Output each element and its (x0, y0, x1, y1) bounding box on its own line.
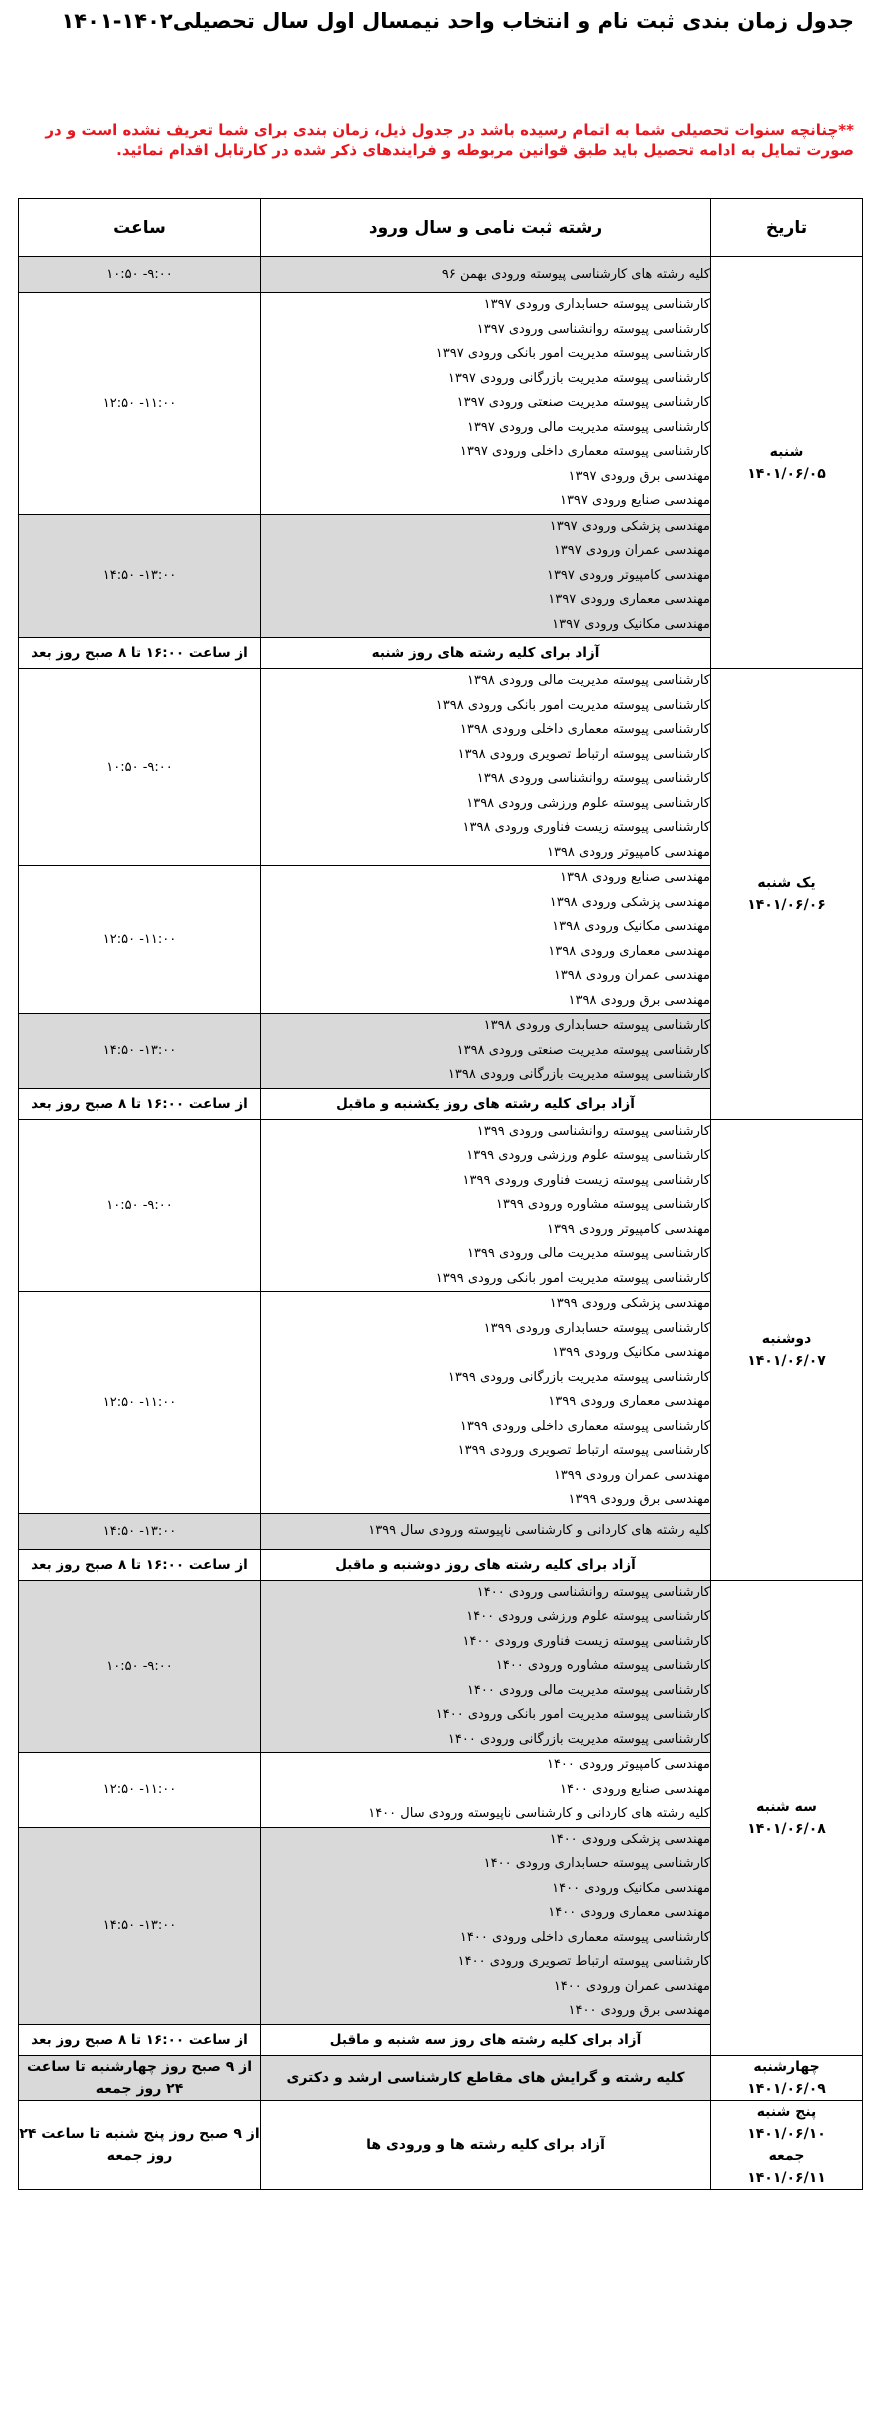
day-date: ۱۴۰۱/۰۶/۰۵ (747, 465, 826, 482)
major-item: مهندسی عمران ورودی ۱۴۰۰ (553, 1978, 710, 1994)
major-item: مهندسی برق ورودی ۱۳۹۹ (568, 1492, 710, 1507)
time-cell: ۱۱:۰۰- ۱۲:۵۰ (19, 866, 261, 1014)
major-item: مهندسی پزشکی ورودی ۱۳۹۸ (549, 894, 710, 910)
majors-cell (261, 1827, 711, 2024)
major-item: مهندسی کامپیوتر ورودی ۱۳۹۷ (546, 567, 710, 583)
major-item: کارشناسی پیوسته معماری داخلی ورودی ۱۳۹۸ (459, 722, 710, 737)
major-item: کارشناسی پیوسته ارتباط تصویری ورودی ۱۴۰۰ (457, 1954, 710, 1969)
day-date: ۱۴۰۱/۰۶/۱۰ (747, 2125, 826, 2142)
major-item: کارشناسی پیوسته مدیریت مالی ورودی ۱۴۰۰ (466, 1682, 710, 1698)
major-item: مهندسی مکانیک ورودی ۱۳۹۷ (552, 616, 710, 632)
header-major: رشته ثبت نامی و سال ورود (261, 199, 711, 257)
time-cell: ۹:۰۰- ۱۰:۵۰ (19, 669, 261, 866)
major-item: کارشناسی پیوسته مدیریت امور بانکی ورودی ۱۳۹۸ (435, 697, 710, 713)
major-item: مهندسی معماری ورودی ۱۴۰۰ (548, 1905, 710, 1920)
major-item: مهندسی برق ورودی ۱۴۰۰ (568, 2003, 710, 2018)
page-title: جدول زمان بندی ثبت نام و انتخاب واحد نیمسال اول سال تحصیلی۱۴۰۲-۱۴۰۱ (61, 9, 854, 33)
day-date: ۱۴۰۱/۰۶/۰۹ (747, 2080, 826, 2097)
time-cell: ۹:۰۰- ۱۰:۵۰ (19, 257, 261, 293)
day-date: ۱۴۰۱/۰۶/۰۶ (747, 896, 826, 913)
time-cell: ۱۳:۰۰- ۱۴:۵۰ (19, 1827, 261, 2024)
date-cell-tuesday (711, 1580, 863, 2055)
majors-cell (261, 1292, 711, 1514)
major-item: کارشناسی پیوسته روانشناسی ورودی ۱۴۰۰ (476, 1584, 710, 1600)
free-majors-cell: آزاد برای کلیه رشته های روز سه شنبه و ماقبل (261, 2024, 711, 2055)
header-date: تاریخ (711, 199, 863, 257)
major-item: کارشناسی پیوسته مدیریت بازرگانی ورودی ۱۴۰۰ (447, 1731, 710, 1747)
major-item: کلیه رشته های کاردانی و کارشناسی ناپیوسته ورودی سال ۱۳۹۹ (368, 1523, 710, 1538)
table-row (19, 1119, 863, 1292)
major-item: کارشناسی پیوسته روانشناسی ورودی ۱۳۹۷ (476, 321, 710, 337)
major-item: مهندسی مکانیک ورودی ۱۴۰۰ (552, 1880, 710, 1896)
major-item: کارشناسی پیوسته حسابداری ورودی ۱۳۹۷ (483, 297, 710, 312)
major-item: مهندسی مکانیک ورودی ۱۳۹۹ (552, 1345, 710, 1360)
major-item: کارشناسی پیوسته مدیریت بازرگانی ورودی ۱۳۹۸ (447, 1067, 710, 1082)
date-cell-thursday-friday (711, 2100, 863, 2189)
wednesday-majors-cell: کلیه رشته و گرایش های مقاطع کارشناسی ارشد و دکتری (261, 2055, 711, 2100)
date-cell-saturday (711, 257, 863, 669)
majors-cell (261, 1513, 711, 1549)
warning-note: **چنانچه سنوات تحصیلی شما به اتمام رسیده باشد در جدول ذیل، زمان بندی برای شما تعریف نشده است و در صورت تمایل به ادامه تحصیل باید طبق قوانین مربوطه و فرایندهای ذکر شده در کارتابل اقدام نمائید. (45, 121, 854, 159)
majors-cell (261, 1580, 711, 1753)
major-item: کارشناسی پیوسته مدیریت مالی ورودی ۱۳۹۸ (466, 673, 710, 688)
major-item: کارشناسی پیوسته مدیریت امور بانکی ورودی ۱۳۹۹ (435, 1270, 710, 1286)
major-item: کارشناسی پیوسته ارتباط تصویری ورودی ۱۳۹۹ (457, 1443, 710, 1458)
majors-cell (261, 1014, 711, 1089)
table-row (19, 2100, 863, 2189)
major-item: مهندسی صنایع ورودی ۱۳۹۸ (559, 870, 710, 885)
major-item: کارشناسی پیوسته مدیریت امور بانکی ورودی ۱۳۹۷ (435, 346, 710, 361)
major-item: کارشناسی پیوسته معماری داخلی ورودی ۱۴۰۰ (459, 1929, 710, 1945)
day-date: ۱۴۰۱/۰۶/۱۱ (747, 2169, 826, 2186)
major-item: کارشناسی پیوسته مدیریت بازرگانی ورودی ۱۳۹۷ (447, 370, 710, 386)
day-name: شنبه (769, 443, 804, 460)
major-item: مهندسی کامپیوتر ورودی ۱۳۹۹ (546, 1221, 710, 1237)
free-majors-cell: آزاد برای کلیه رشته های روز یکشنبه و ماقبل (261, 1088, 711, 1119)
majors-cell (261, 1119, 711, 1292)
majors-cell (261, 866, 711, 1014)
major-item: کلیه رشته های کارشناسی پیوسته ورودی بهمن ۹۶ (441, 266, 710, 282)
major-item: مهندسی معماری ورودی ۱۳۹۷ (548, 592, 710, 607)
time-cell: ۹:۰۰- ۱۰:۵۰ (19, 1580, 261, 1753)
major-item: کارشناسی پیوسته علوم ورزشی ورودی ۱۴۰۰ (466, 1609, 710, 1624)
day-date: ۱۴۰۱/۰۶/۰۸ (747, 1820, 826, 1837)
header-time: ساعت (19, 199, 261, 257)
day-name: یک شنبه (757, 874, 816, 891)
major-item: مهندسی کامپیوتر ورودی ۱۳۹۸ (546, 844, 710, 860)
day-name: جمعه (768, 2147, 805, 2164)
major-item: کارشناسی پیوسته روانشناسی ورودی ۱۳۹۹ (476, 1123, 710, 1139)
day-name: پنج شنبه (756, 2103, 817, 2120)
date-cell-sunday (711, 669, 863, 1120)
major-item: کارشناسی پیوسته حسابداری ورودی ۱۴۰۰ (483, 1856, 710, 1871)
free-time-cell: از ساعت ۱۶:۰۰ تا ۸ صبح روز بعد (19, 1088, 261, 1119)
thursday-majors-cell: آزاد برای کلیه رشته ها و ورودی ها (261, 2100, 711, 2189)
major-item: کلیه رشته های کاردانی و کارشناسی ناپیوسته ورودی سال ۱۴۰۰ (368, 1806, 710, 1821)
major-item: مهندسی پزشکی ورودی ۱۴۰۰ (549, 1831, 710, 1847)
day-date: ۱۴۰۱/۰۶/۰۷ (747, 1352, 826, 1369)
major-item: کارشناسی پیوسته مدیریت امور بانکی ورودی ۱۴۰۰ (435, 1707, 710, 1722)
day-name: چهارشنبه (753, 2058, 820, 2075)
thursday-time-cell: از ۹ صبح روز پنج شنبه تا ساعت ۲۴ روز جمعه (19, 2100, 261, 2189)
major-item: کارشناسی پیوسته زیست فناوری ورودی ۱۳۹۸ (462, 820, 710, 835)
major-item: مهندسی عمران ورودی ۱۳۹۷ (553, 543, 710, 558)
major-item: کارشناسی پیوسته زیست فناوری ورودی ۱۳۹۹ (462, 1172, 710, 1188)
table-row (19, 1580, 863, 1753)
date-cell-wednesday (711, 2055, 863, 2100)
major-item: مهندسی معماری ورودی ۱۳۹۹ (548, 1394, 710, 1409)
majors-cell (261, 669, 711, 866)
schedule-table (18, 198, 863, 2190)
day-name: سه شنبه (756, 1798, 817, 1815)
major-item: کارشناسی پیوسته علوم ورزشی ورودی ۱۳۹۸ (466, 795, 710, 811)
major-item: کارشناسی پیوسته مدیریت بازرگانی ورودی ۱۳۹۹ (447, 1369, 710, 1385)
time-cell: ۱۱:۰۰- ۱۲:۵۰ (19, 1753, 261, 1828)
day-name: دوشنبه (761, 1330, 812, 1347)
majors-cell (261, 293, 711, 515)
major-item: کارشناسی پیوسته معماری داخلی ورودی ۱۳۹۷ (459, 444, 710, 459)
time-cell: ۱۱:۰۰- ۱۲:۵۰ (19, 293, 261, 515)
wednesday-time-cell: از ۹ صبح روز چهارشنبه تا ساعت ۲۴ روز جمعه (19, 2055, 261, 2100)
time-cell: ۱۳:۰۰- ۱۴:۵۰ (19, 1014, 261, 1089)
time-cell: ۱۳:۰۰- ۱۴:۵۰ (19, 514, 261, 638)
majors-cell (261, 1753, 711, 1828)
date-cell-monday (711, 1119, 863, 1580)
majors-cell (261, 257, 711, 293)
free-time-cell: از ساعت ۱۶:۰۰ تا ۸ صبح روز بعد (19, 1549, 261, 1580)
major-item: کارشناسی پیوسته حسابداری ورودی ۱۳۹۹ (483, 1320, 710, 1336)
major-item: کارشناسی پیوسته ارتباط تصویری ورودی ۱۳۹۸ (457, 746, 710, 762)
major-item: مهندسی کامپیوتر ورودی ۱۴۰۰ (546, 1757, 710, 1772)
major-item: مهندسی برق ورودی ۱۳۹۸ (568, 992, 710, 1008)
majors-cell (261, 514, 711, 638)
major-item: مهندسی عمران ورودی ۱۳۹۸ (553, 968, 710, 983)
time-cell: ۱۱:۰۰- ۱۲:۵۰ (19, 1292, 261, 1514)
time-cell: ۱۳:۰۰- ۱۴:۵۰ (19, 1513, 261, 1549)
major-item: کارشناسی پیوسته مدیریت مالی ورودی ۱۳۹۹ (466, 1246, 710, 1261)
free-time-cell: از ساعت ۱۶:۰۰ تا ۸ صبح روز بعد (19, 2024, 261, 2055)
major-item: مهندسی عمران ورودی ۱۳۹۹ (553, 1467, 710, 1483)
major-item: مهندسی مکانیک ورودی ۱۳۹۸ (552, 919, 710, 934)
free-time-cell: از ساعت ۱۶:۰۰ تا ۸ صبح روز بعد (19, 638, 261, 669)
major-item: مهندسی معماری ورودی ۱۳۹۸ (548, 943, 710, 959)
major-item: مهندسی برق ورودی ۱۳۹۷ (568, 468, 710, 484)
major-item: کارشناسی پیوسته مشاوره ورودی ۱۴۰۰ (495, 1658, 710, 1673)
free-majors-cell: آزاد برای کلیه رشته های روز شنبه (261, 638, 711, 669)
table-row (19, 257, 863, 293)
major-item: کارشناسی پیوسته روانشناسی ورودی ۱۳۹۸ (476, 771, 710, 786)
major-item: کارشناسی پیوسته مشاوره ورودی ۱۳۹۹ (495, 1197, 710, 1212)
free-majors-cell: آزاد برای کلیه رشته های روز دوشنبه و ماقبل (261, 1549, 711, 1580)
time-cell: ۹:۰۰- ۱۰:۵۰ (19, 1119, 261, 1292)
major-item: کارشناسی پیوسته مدیریت صنعتی ورودی ۱۳۹۷ (456, 395, 710, 410)
major-item: کارشناسی پیوسته مدیریت صنعتی ورودی ۱۳۹۸ (456, 1042, 710, 1058)
major-item: کارشناسی پیوسته معماری داخلی ورودی ۱۳۹۹ (459, 1418, 710, 1434)
major-item: کارشناسی پیوسته حسابداری ورودی ۱۳۹۸ (483, 1018, 710, 1033)
table-row (19, 669, 863, 866)
major-item: مهندسی صنایع ورودی ۱۴۰۰ (559, 1781, 710, 1797)
table-header-row (19, 199, 863, 257)
major-item: مهندسی صنایع ورودی ۱۳۹۷ (559, 493, 710, 508)
major-item: کارشناسی پیوسته علوم ورزشی ورودی ۱۳۹۹ (466, 1148, 710, 1163)
major-item: کارشناسی پیوسته مدیریت مالی ورودی ۱۳۹۷ (466, 419, 710, 435)
major-item: کارشناسی پیوسته زیست فناوری ورودی ۱۴۰۰ (462, 1633, 710, 1649)
table-row (19, 2055, 863, 2100)
major-item: مهندسی پزشکی ورودی ۱۳۹۹ (549, 1296, 710, 1311)
major-item: مهندسی پزشکی ورودی ۱۳۹۷ (549, 518, 710, 534)
